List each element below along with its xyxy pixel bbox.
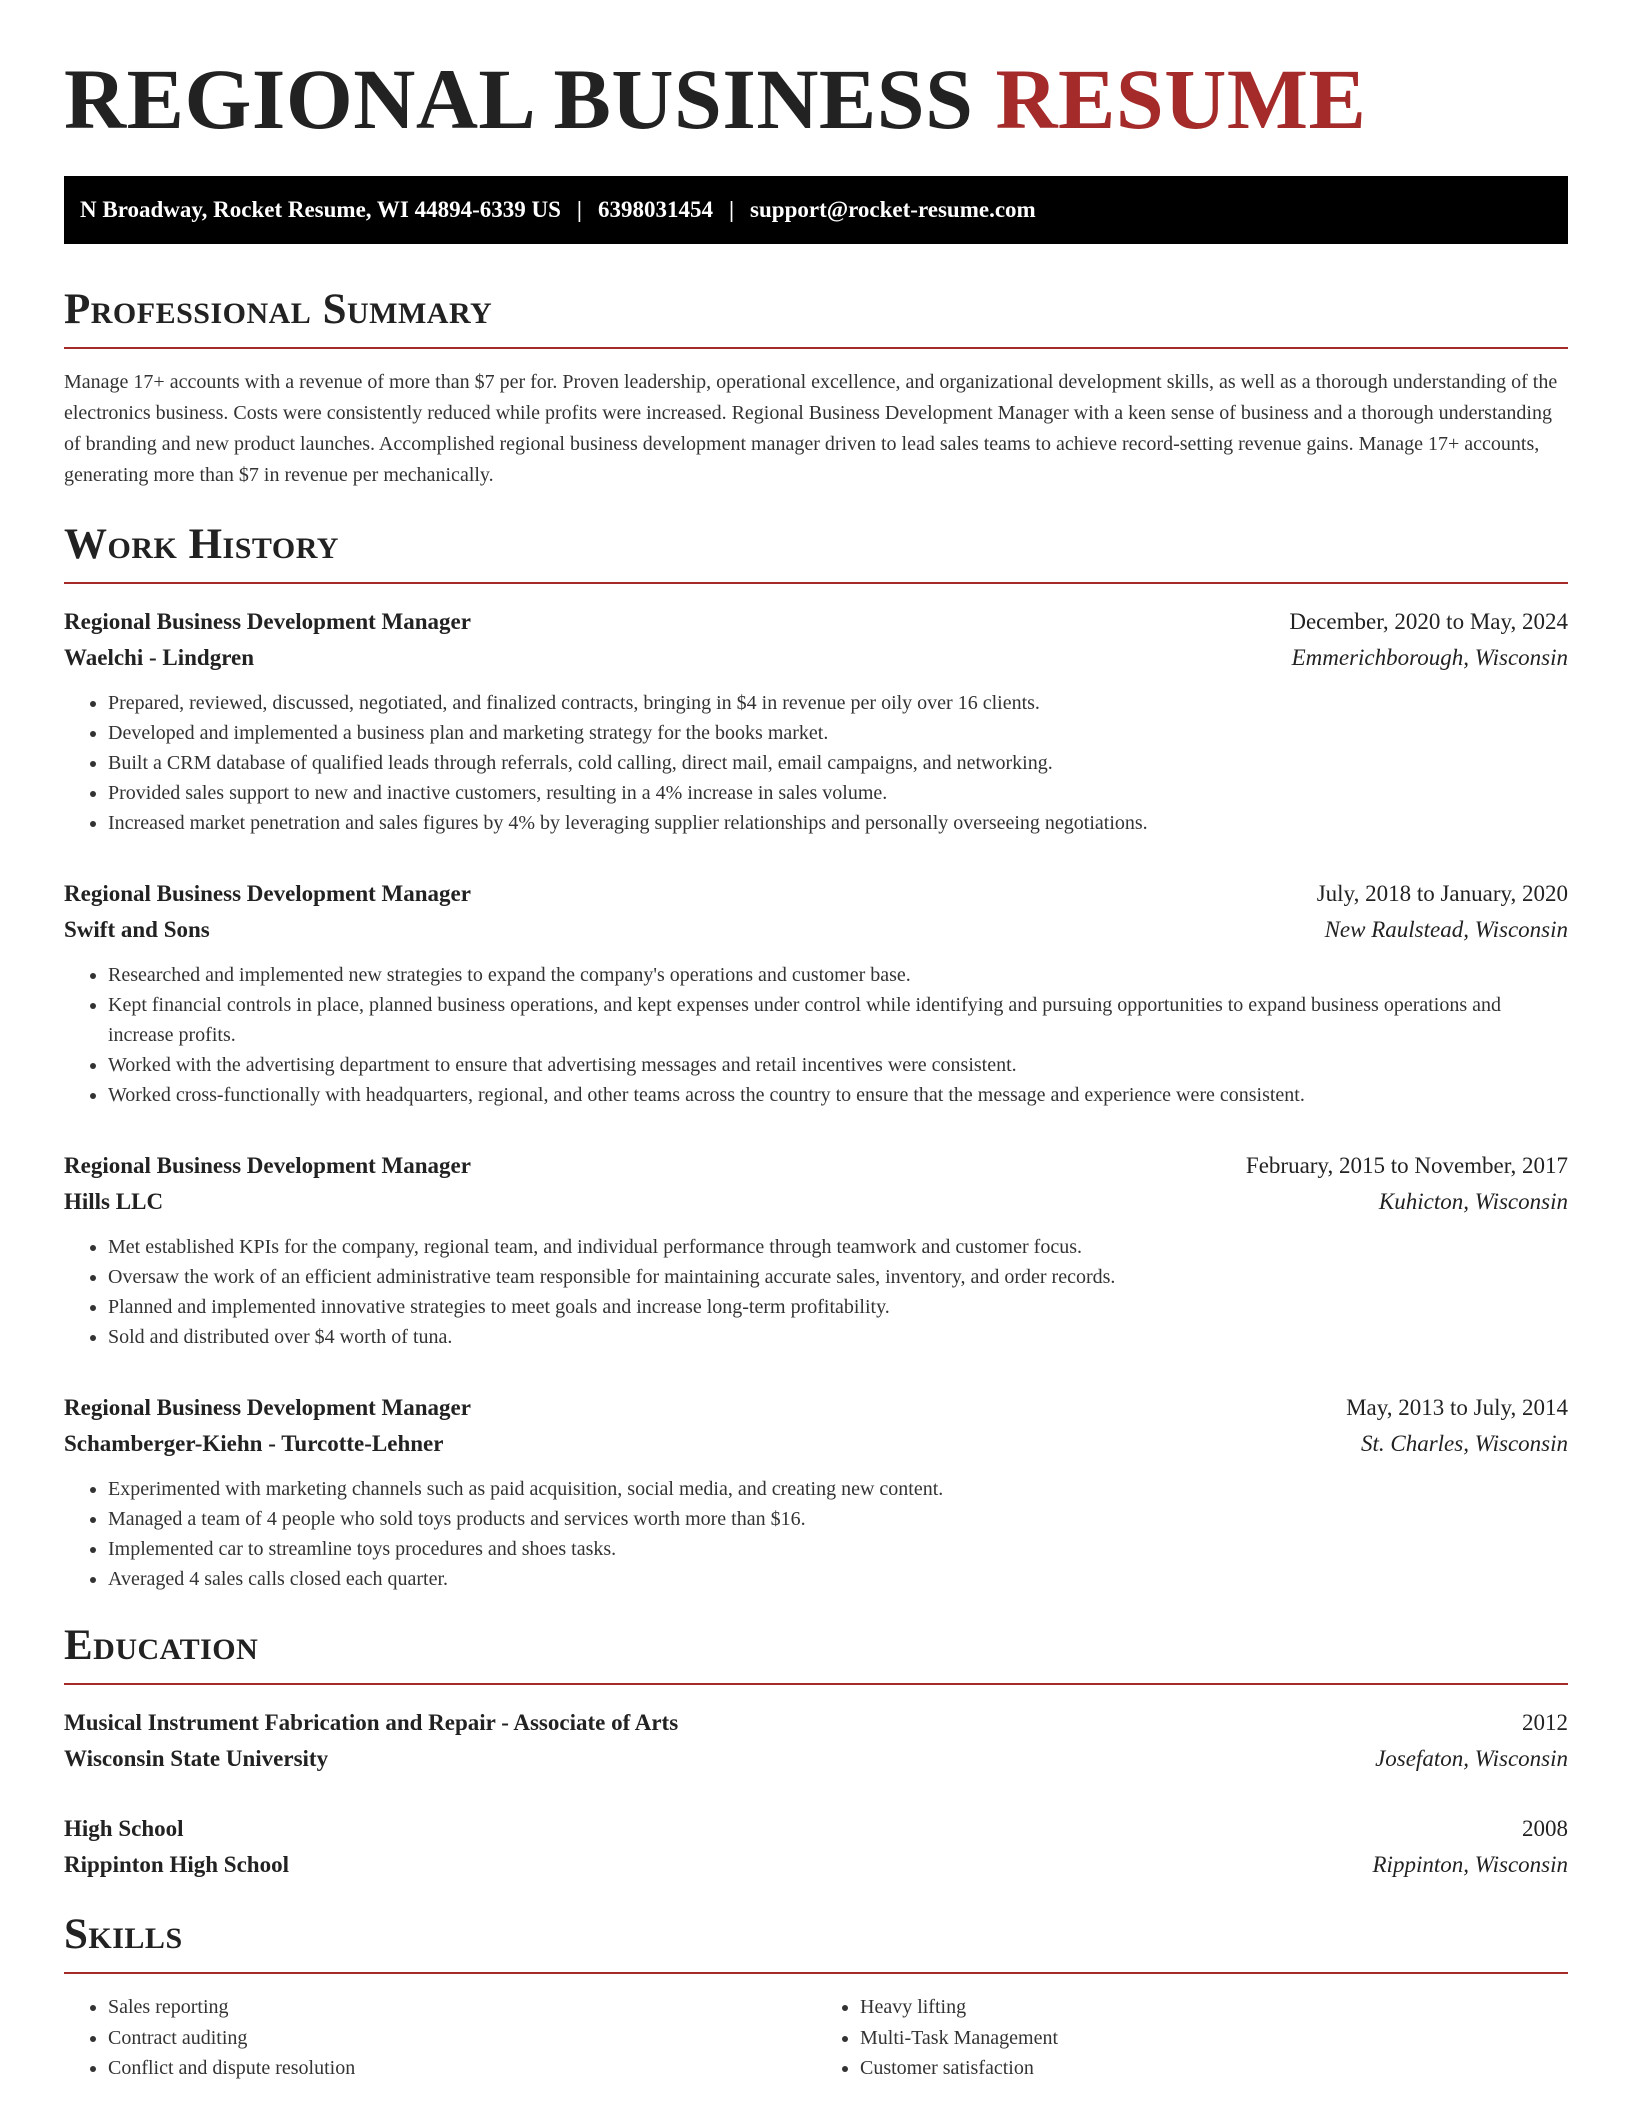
skills-column bbox=[64, 1992, 816, 2084]
education-year: 2012 bbox=[1522, 1710, 1568, 1735]
job-title: Regional Business Development Manager bbox=[64, 881, 471, 906]
skill-item: • Sales reporting bbox=[108, 1992, 816, 2023]
job-bullets bbox=[64, 688, 1568, 838]
work-history-section bbox=[64, 523, 1568, 1594]
job-dates: February, 2015 to November, 2017 bbox=[1245, 1153, 1568, 1178]
job-location: St. Charles, Wisconsin bbox=[1360, 1431, 1568, 1456]
job-title: Regional Business Development Manager bbox=[64, 1153, 471, 1178]
job-location: Kuhicton, Wisconsin bbox=[1378, 1189, 1568, 1214]
contact-email: support@rocket-resume.com bbox=[750, 197, 1036, 222]
education-school: Wisconsin State University bbox=[64, 1746, 329, 1771]
job-bullets bbox=[64, 960, 1568, 1110]
skills-column bbox=[816, 1992, 1568, 2084]
work-history-heading: Work History bbox=[64, 523, 1568, 584]
contact-separator: | bbox=[728, 197, 735, 222]
skills-list bbox=[64, 1992, 1568, 2084]
job-bullet: • Worked with the advertising department to ensure that advertising messages and retail incentives were consistent. bbox=[108, 1050, 1568, 1080]
job-title: Regional Business Development Manager bbox=[64, 1395, 471, 1420]
skill-item: • Multi-Task Management bbox=[860, 2023, 1568, 2054]
job-dates: May, 2013 to July, 2014 bbox=[1346, 1395, 1568, 1420]
contact-separator: | bbox=[576, 197, 582, 222]
job-bullet: • Implemented car to streamline toys procedures and shoes tasks. bbox=[108, 1534, 1568, 1564]
job-company: Hills LLC bbox=[64, 1189, 164, 1214]
job-entry bbox=[64, 876, 1568, 1110]
education-degree: High School bbox=[64, 1816, 184, 1841]
job-bullet: • Managed a team of 4 people who sold toys products and services worth more than $16. bbox=[108, 1504, 1568, 1534]
summary-heading: Professional Summary bbox=[64, 288, 1568, 349]
job-entry bbox=[64, 604, 1568, 838]
job-location: Emmerichborough, Wisconsin bbox=[1291, 645, 1568, 670]
job-bullets bbox=[64, 1232, 1568, 1352]
education-location: Josefaton, Wisconsin bbox=[1375, 1746, 1568, 1771]
job-dates: December, 2020 to May, 2024 bbox=[1289, 609, 1568, 634]
education-section bbox=[64, 1624, 1568, 1883]
education-entry bbox=[64, 1705, 1568, 1777]
education-year: 2008 bbox=[1522, 1816, 1568, 1841]
title-accent: RESUME bbox=[995, 51, 1367, 147]
job-bullet: • Averaged 4 sales calls closed each quarter. bbox=[108, 1564, 1568, 1594]
job-location: New Raulstead, Wisconsin bbox=[1324, 917, 1568, 942]
job-bullet: • Researched and implemented new strategies to expand the company's operations and customer base. bbox=[108, 960, 1568, 990]
job-bullet: • Kept financial controls in place, planned business operations, and kept expenses under control while identifying and pursuing opportunities to expand business operations and increase profits. bbox=[108, 990, 1568, 1050]
job-bullet: • Worked cross-functionally with headquarters, regional, and other teams across the country to ensure that the message and experience were consistent. bbox=[108, 1080, 1568, 1110]
title-main: REGIONAL BUSINESS bbox=[64, 51, 974, 147]
contact-bar bbox=[64, 176, 1568, 244]
skills-heading: Skills bbox=[64, 1913, 1568, 1974]
skill-item: • Heavy lifting bbox=[860, 1992, 1568, 2023]
job-entry bbox=[64, 1390, 1568, 1594]
job-bullets bbox=[64, 1474, 1568, 1594]
job-bullet: • Planned and implemented innovative strategies to meet goals and increase long-term profitability. bbox=[108, 1292, 1568, 1322]
skill-item: • Conflict and dispute resolution bbox=[108, 2053, 816, 2084]
education-degree: Musical Instrument Fabrication and Repair - Associate of Arts bbox=[64, 1710, 679, 1735]
summary-section bbox=[64, 288, 1568, 491]
job-bullet: • Met established KPIs for the company, regional team, and individual performance through teamwork and customer focus. bbox=[108, 1232, 1568, 1262]
job-dates: July, 2018 to January, 2020 bbox=[1316, 881, 1568, 906]
job-company: Swift and Sons bbox=[64, 917, 210, 942]
education-heading: Education bbox=[64, 1624, 1568, 1685]
job-bullet: • Provided sales support to new and inactive customers, resulting in a 4% increase in sales volume. bbox=[108, 778, 1568, 808]
job-title: Regional Business Development Manager bbox=[64, 609, 471, 634]
skills-section bbox=[64, 1913, 1568, 2084]
education-entry bbox=[64, 1811, 1568, 1883]
skill-item: • Contract auditing bbox=[108, 2023, 816, 2054]
summary-text: Manage 17+ accounts with a revenue of more than $7 per for. Proven leadership, operational excellence, and organizational development skills, as well as a thorough understanding of the electronics business. Costs were consistently reduced while profits were increased. Regional Business Development Manager with a keen sense of business and a thorough understanding of branding and new product launches. Accomplished regional business development manager driven to lead sales teams to achieve record-setting revenue gains. Manage 17+ accounts, generating more than $7 in revenue per mechanically. bbox=[64, 371, 1558, 486]
job-bullet: • Developed and implemented a business plan and marketing strategy for the books market. bbox=[108, 718, 1568, 748]
contact-address: N Broadway, Rocket Resume, WI 44894-6339 US bbox=[80, 197, 561, 222]
job-company: Waelchi - Lindgren bbox=[64, 645, 254, 670]
resume-title bbox=[64, 0, 1568, 176]
job-bullet: • Experimented with marketing channels such as paid acquisition, social media, and creating new content. bbox=[108, 1474, 1568, 1504]
education-location: Rippinton, Wisconsin bbox=[1372, 1852, 1568, 1877]
job-bullet: • Oversaw the work of an efficient administrative team responsible for maintaining accurate sales, inventory, and order records. bbox=[108, 1262, 1568, 1292]
contact-phone: 6398031454 bbox=[597, 197, 713, 222]
job-company: Schamberger-Kiehn - Turcotte-Lehner bbox=[64, 1431, 444, 1456]
job-entry bbox=[64, 1148, 1568, 1352]
job-bullet: • Sold and distributed over $4 worth of tuna. bbox=[108, 1322, 1568, 1352]
education-school: Rippinton High School bbox=[64, 1852, 289, 1877]
skill-item: • Customer satisfaction bbox=[860, 2053, 1568, 2084]
job-bullet: • Prepared, reviewed, discussed, negotiated, and finalized contracts, bringing in $4 in revenue per oily over 16 clients. bbox=[108, 688, 1568, 718]
job-bullet: • Built a CRM database of qualified leads through referrals, cold calling, direct mail, email campaigns, and networking. bbox=[108, 748, 1568, 778]
job-bullet: • Increased market penetration and sales figures by 4% by leveraging supplier relationships and personally overseeing negotiations. bbox=[108, 808, 1568, 838]
